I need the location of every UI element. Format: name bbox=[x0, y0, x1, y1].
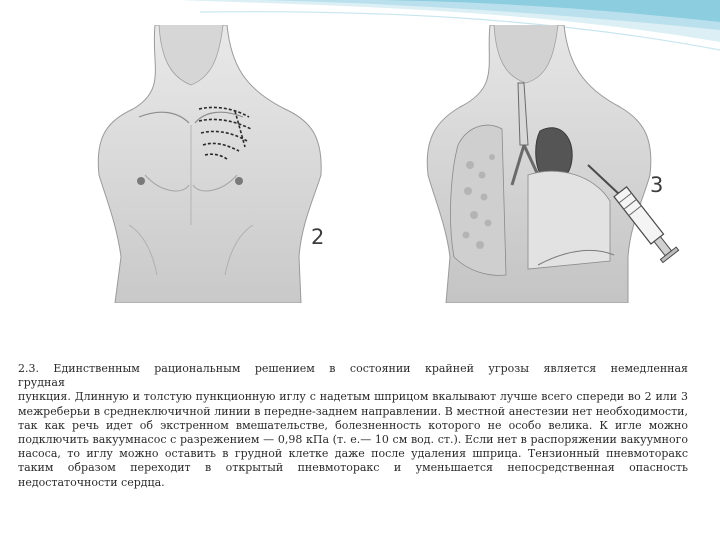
caption-text bbox=[18, 362, 688, 490]
caption-first-line: 2.3. Единственным рациональным решением в состоянии крайней угрозы является немедленная bbox=[18, 362, 688, 375]
figure-3-puncture-illustration bbox=[388, 25, 688, 303]
figure-2-chest-illustration bbox=[49, 25, 335, 303]
caption-second-line: грудная bbox=[18, 376, 65, 390]
chest-drawing bbox=[49, 25, 335, 303]
figure-number-label: 3 bbox=[650, 173, 664, 197]
puncture-drawing bbox=[388, 25, 688, 303]
figure-number-label: 2 bbox=[311, 225, 325, 249]
caption-paragraph: пункция. Длинную и толстую пункционную иглу с надетым шприцом вкалывают лучше всего спереди во 2 или 3 межреберьи в среднеключичной линии в передне-заднем направлении. В местной анестезии нет необходимости, так как речь идет об экстренном вмешательстве, болезненность которого не особо велика. К игле можно подключить вакуумнасос с разрежением — 0,98 кПа (т. е.— 10 см вод. ст.). Если нет в распоряжении вакуумного насоса, то иглу можно оставить в грудной клетке даже после удаления шприца. Тензионный пневмоторакс таким образом переходит в открытый пневмоторакс и уменьшается непосредственная опасность недостаточности сердца. bbox=[18, 390, 688, 489]
